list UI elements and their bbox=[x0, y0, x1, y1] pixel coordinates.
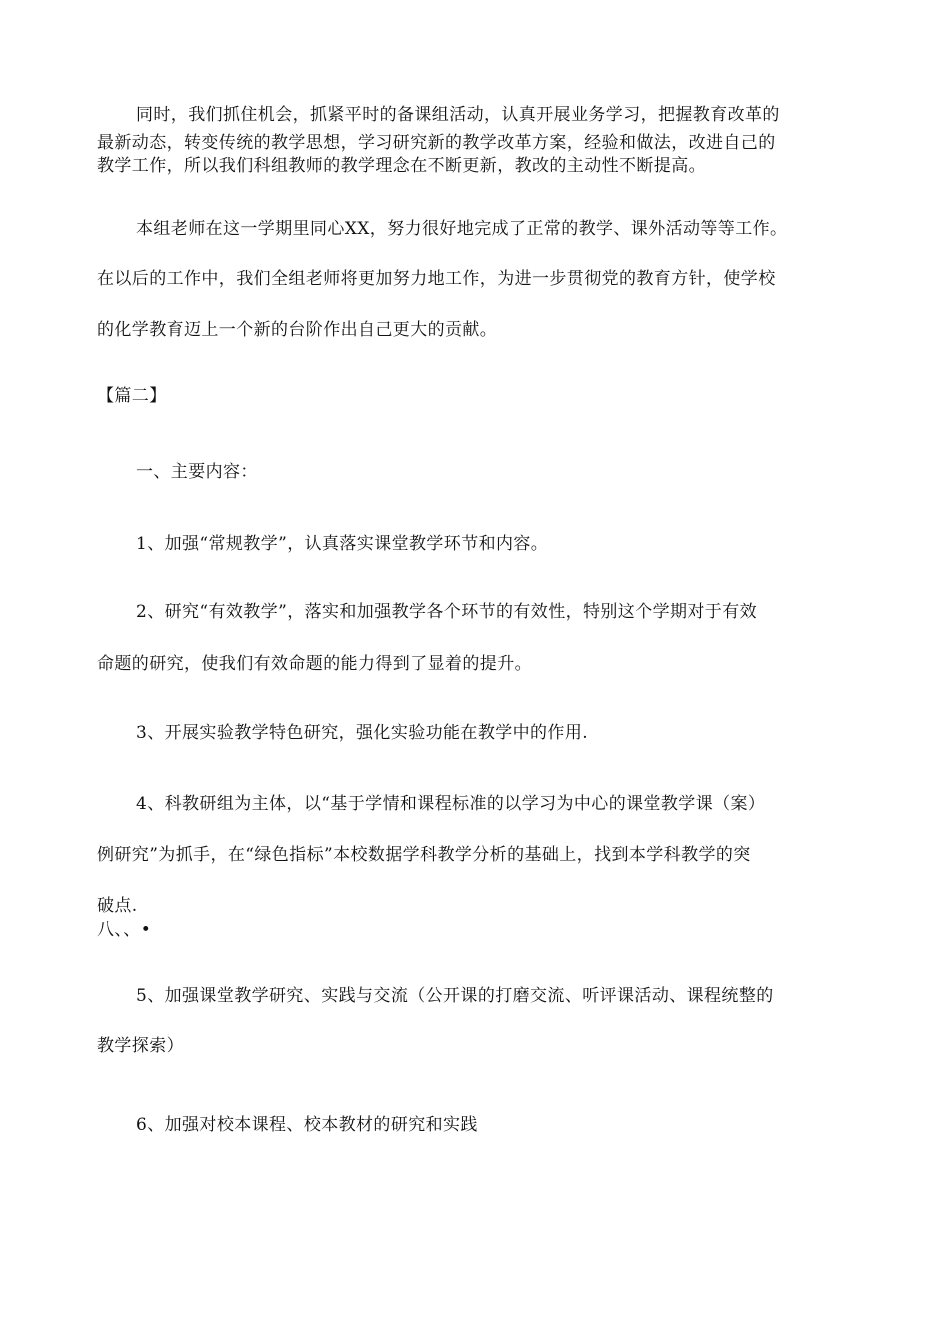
paragraph-2-line-1: 本组老师在这一学期里同心XX，努力很好地完成了正常的教学、课外活动等等工作。 bbox=[136, 219, 788, 239]
item-4-line-1: 4、科教研组为主体，以“基于学情和课程标准的以学习为中心的课堂教学课（案） bbox=[136, 794, 766, 814]
paragraph-1-line-2: 最新动态，转变传统的教学思想，学习研究新的教学改革方案，经验和做法，改进自己的 bbox=[97, 133, 776, 153]
item-6-line-1: 6、加强对校本课程、校本教材的研究和实践 bbox=[136, 1115, 478, 1135]
item-4-line-3: 破点. bbox=[97, 896, 138, 916]
item-1-line-1: 1、加强“常规教学”，认真落实课堂教学环节和内容。 bbox=[136, 534, 549, 554]
paragraph-2-line-2: 在以后的工作中，我们全组老师将更加努力地工作，为进一步贯彻党的教育方针，使学校 bbox=[97, 269, 776, 289]
main-heading: 一、主要内容： bbox=[136, 462, 258, 482]
item-2-line-1: 2、研究“有效教学”，落实和加强教学各个环节的有效性，特别这个学期对于有效 bbox=[136, 602, 757, 622]
paragraph-1-line-1: 同时，我们抓住机会，抓紧平时的备课组活动，认真开展业务学习，把握教育改革的 bbox=[136, 105, 780, 125]
item-5-line-1: 5、加强课堂教学研究、实践与交流（公开课的打磨交流、听评课活动、课程统整的 bbox=[136, 986, 774, 1006]
item-4-line-2: 例研究”为抓手，在“绿色指标”本校数据学科教学分析的基础上，找到本学科教学的突 bbox=[97, 845, 751, 865]
paragraph-2-line-3: 的化学教育迈上一个新的台阶作出自己更大的贡献。 bbox=[97, 320, 498, 340]
paragraph-1-line-3: 教学工作，所以我们科组教师的教学理念在不断更新，教改的主动性不断提高。 bbox=[97, 156, 706, 176]
section-title: 【篇二】 bbox=[97, 386, 167, 406]
item-2-line-2: 命题的研究，使我们有效命题的能力得到了显着的提升。 bbox=[97, 654, 532, 674]
item-3-line-1: 3、开展实验教学特色研究，强化实验功能在教学中的作用. bbox=[136, 723, 589, 743]
item-5-line-2: 教学探索） bbox=[97, 1036, 184, 1056]
item-4-stray-mark: 八、、• bbox=[97, 920, 152, 940]
